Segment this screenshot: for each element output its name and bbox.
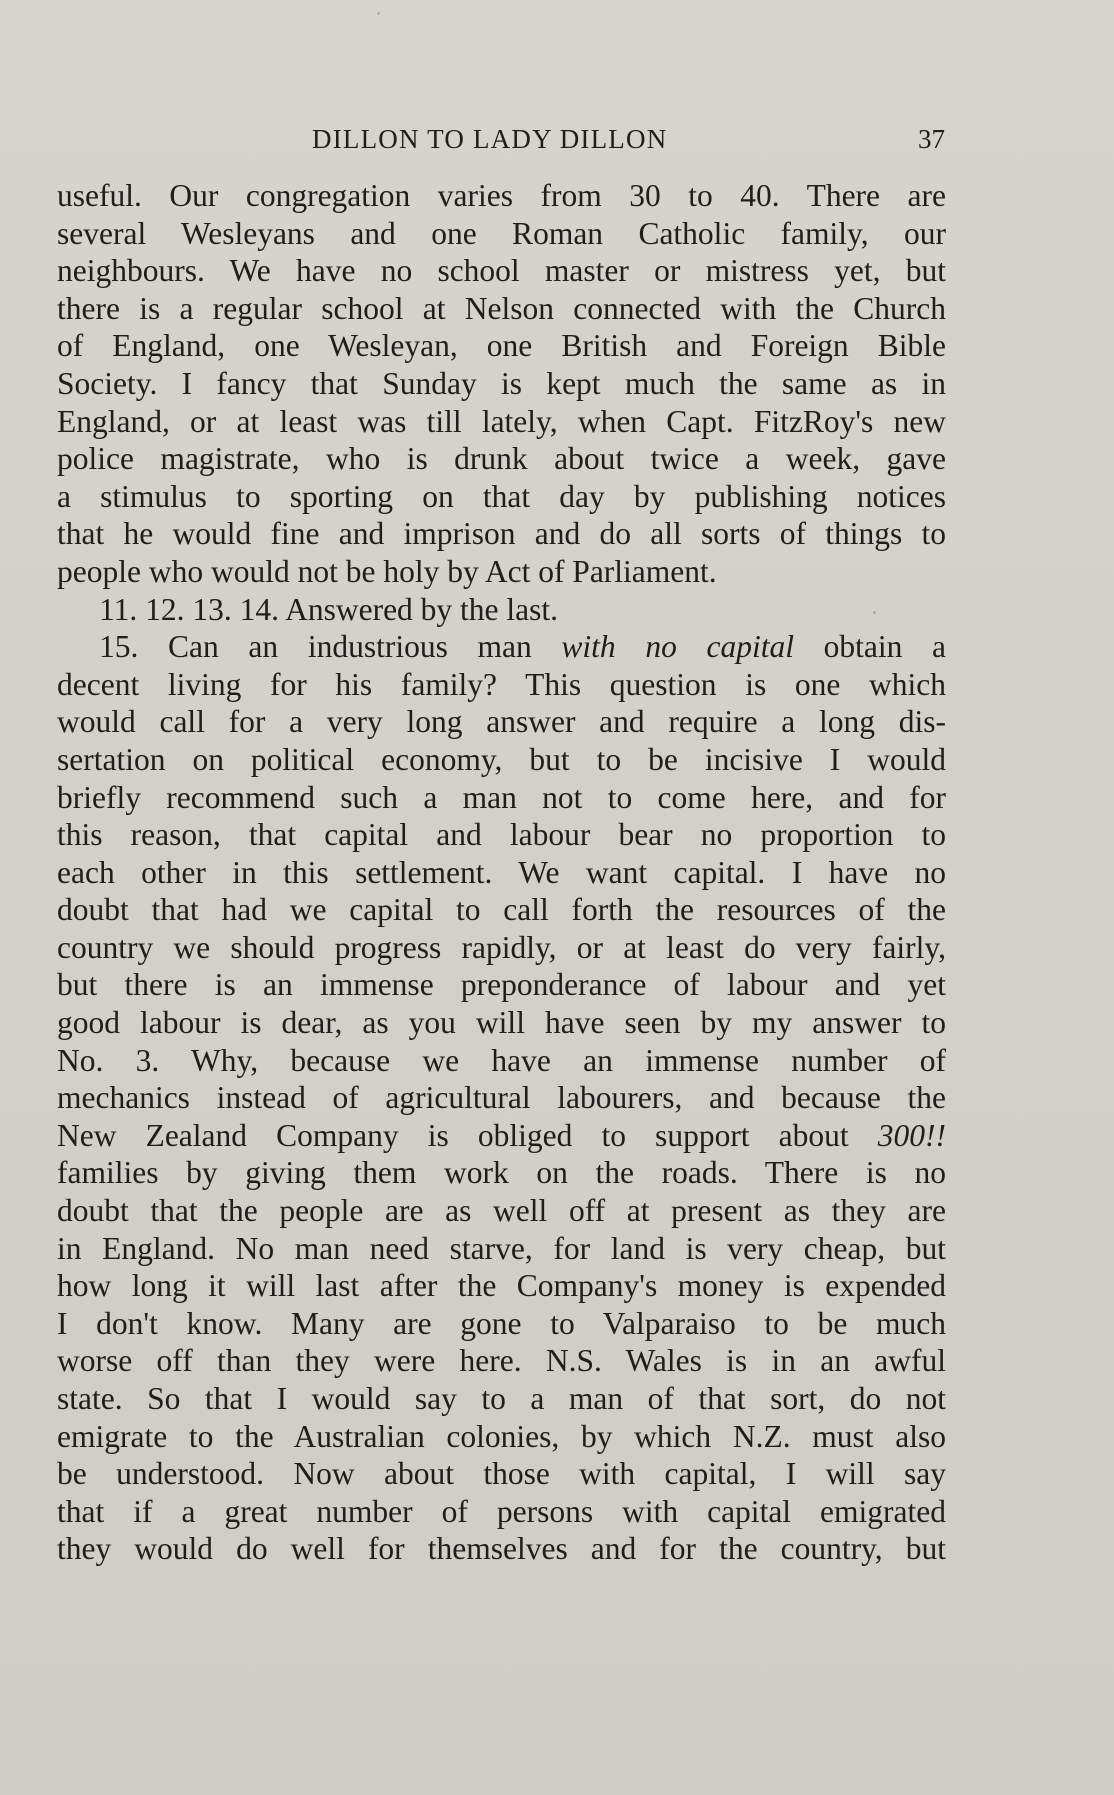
text-line: in England. No man need starve, for land is very cheap, but <box>57 1230 946 1266</box>
text-line: that if a great number of persons with capital emigrated <box>57 1493 946 1529</box>
text-line: sertation on political economy, but to be incisive I would <box>57 741 946 777</box>
line-text: 15. Can an industrious man <box>99 629 562 665</box>
text-line <box>57 628 946 666</box>
text-line: emigrate to the Australian colonies, by which N.Z. must also <box>57 1418 946 1454</box>
text-line: doubt that had we capital to call forth the resources of the <box>57 892 946 928</box>
text-line: neighbours. We have no school master or mistress yet, but <box>57 253 946 289</box>
text-line: I don't know. Many are gone to Valparaiso to be much <box>57 1305 946 1341</box>
text-line: useful. Our congregation varies from 30 to 40. There are <box>57 178 946 213</box>
text-line: decent living for his family? This question is one which <box>57 666 946 702</box>
text-line: several Wesleyans and one Roman Catholic family, our <box>57 215 946 251</box>
page-header <box>0 124 1114 164</box>
text-line: this reason, that capital and labour bear no proportion to <box>57 817 946 853</box>
running-head: DILLON TO LADY DILLON <box>312 124 668 154</box>
italic-text: with no capital <box>561 629 794 665</box>
text-line: mechanics instead of agricultural labourers, and because the <box>57 1080 946 1116</box>
text-line: 11. 12. 13. 14. Answered by the last. <box>99 591 559 627</box>
text-line: people who would not be holy by Act of Parliament. <box>57 553 717 589</box>
text-line: they would do well for themselves and for the country, but <box>57 1531 946 1567</box>
text-line: would call for a very long answer and require a long dis- <box>57 704 946 740</box>
text-line: state. So that I would say to a man of that sort, do not <box>57 1381 946 1416</box>
text-line: No. 3. Why, because we have an immense number of <box>57 1042 946 1078</box>
text-line: there is a regular school at Nelson connected with the Church <box>57 290 946 326</box>
paper-speck <box>873 611 876 614</box>
text-line: doubt that the people are as well off at present as they are <box>57 1193 946 1229</box>
italic-text: 300!! <box>877 1117 946 1153</box>
text-line: worse off than they were here. N.S. Wales is in an awful <box>57 1343 946 1379</box>
text-line: that he would fine and imprison and do all sorts of things to <box>57 516 946 552</box>
paper-speck <box>377 12 380 15</box>
text-line: but there is an immense preponderance of labour and yet <box>57 967 946 1003</box>
text-line: England, or at least was till lately, when Capt. FitzRoy's new <box>57 403 946 439</box>
text-line: each other in this settlement. We want capital. I have no <box>57 854 946 890</box>
text-line: a stimulus to sporting on that day by publishing notices <box>57 478 946 514</box>
line-text: New Zealand Company is obliged to support about <box>57 1117 878 1153</box>
text-line: good labour is dear, as you will have seen by my answer to <box>57 1005 946 1041</box>
page-number: 37 <box>918 124 945 154</box>
text-line: of England, one Wesleyan, one British and Foreign Bible <box>57 328 946 364</box>
text-line: country we should progress rapidly, or at least do very fairly, <box>57 929 946 965</box>
line-text: obtain a <box>793 629 946 665</box>
text-line: families by giving them work on the roads. There is no <box>57 1155 946 1191</box>
body-text <box>57 177 946 1568</box>
text-line: be understood. Now about those with capital, I will say <box>57 1456 946 1492</box>
text-line: briefly recommend such a man not to come here, and for <box>57 779 946 815</box>
text-line <box>57 1117 946 1155</box>
text-line: how long it will last after the Company's money is expended <box>57 1268 946 1304</box>
text-line: Society. I fancy that Sunday is kept much the same as in <box>57 365 946 401</box>
text-line: police magistrate, who is drunk about twice a week, gave <box>57 441 946 477</box>
